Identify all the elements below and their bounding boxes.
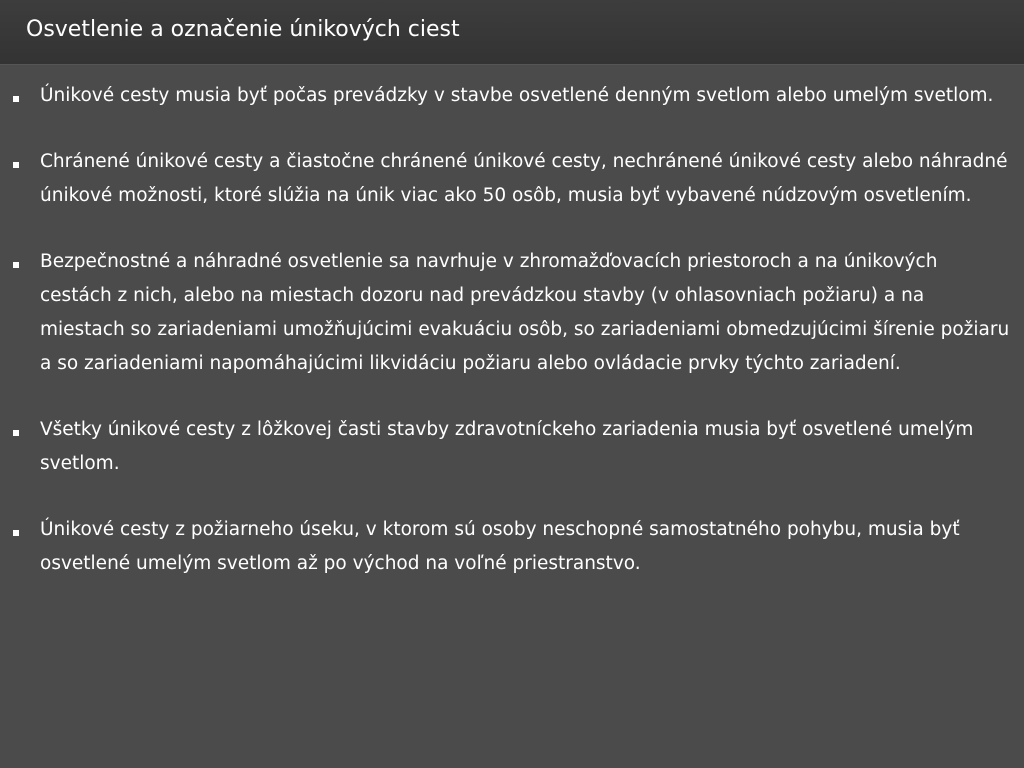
bullet-text: Chránené únikové cesty a čiastočne chránené únikové cesty, nechránené únikové cesty alebo náhradné únikové možnosti, ktoré slúžia na únik viac ako 50 osôb, musia byť vybavené núdzovým osvetlením.	[40, 151, 1008, 206]
slide-title: Osvetlenie a označenie únikových ciest	[26, 17, 460, 42]
bullet-item	[0, 413, 1024, 481]
square-bullet-icon	[13, 430, 19, 436]
square-bullet-icon	[13, 262, 19, 268]
bullet-text: Únikové cesty z požiarneho úseku, v ktorom sú osoby neschopné samostatného pohybu, musia byť osvetlené umelým svetlom až po východ na voľné priestranstvo.	[40, 519, 960, 574]
bullet-item	[0, 245, 1024, 381]
bullet-item	[0, 145, 1024, 213]
square-bullet-icon	[13, 162, 19, 168]
square-bullet-icon	[13, 96, 19, 102]
bullet-item	[0, 513, 1024, 581]
bullet-text: Únikové cesty musia byť počas prevádzky v stavbe osvetlené denným svetlom alebo umelým svetlom.	[40, 85, 994, 106]
title-bar	[0, 0, 1024, 65]
bullet-item	[0, 79, 1024, 113]
bullet-text: Bezpečnostné a náhradné osvetlenie sa navrhuje v zhromažďovacích priestoroch a na únikových cestách z nich, alebo na miestach dozoru nad prevádzkou stavby (v ohlasovniach požiaru) a na miestach so zariadeniami umožňujúcimi evakuáciu osôb, so zariadeniami obmedzujúcimi šírenie požiaru a so zariadeniami napomáhajúcimi likvidáciu požiaru alebo ovládacie prvky týchto zariadení.	[40, 251, 1010, 374]
bullet-text: Všetky únikové cesty z lôžkovej časti stavby zdravotníckeho zariadenia musia byť osvetlené umelým svetlom.	[40, 419, 974, 474]
square-bullet-icon	[13, 530, 19, 536]
bullet-list	[0, 79, 1024, 613]
